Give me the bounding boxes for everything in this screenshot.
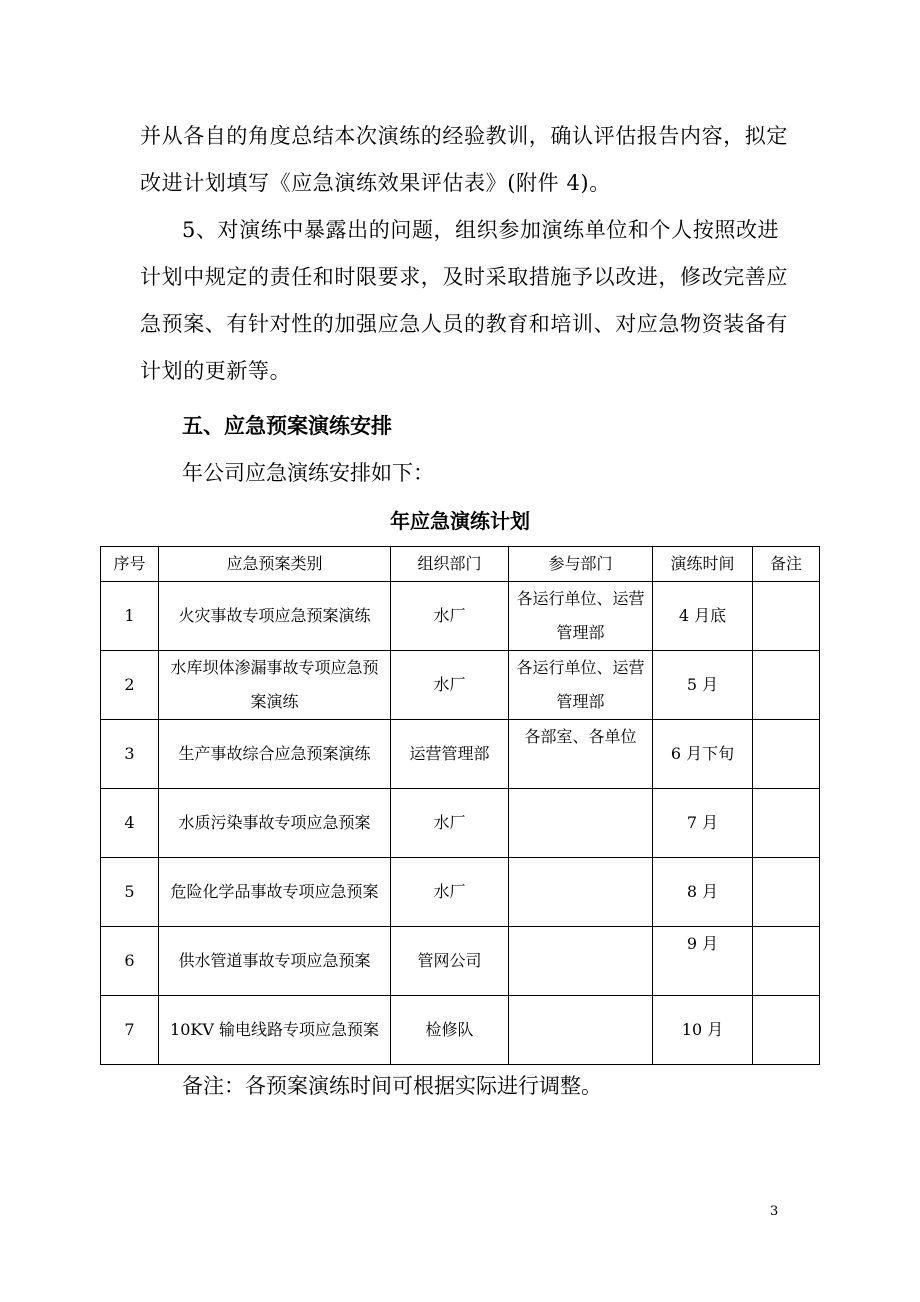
table-row bbox=[101, 858, 820, 927]
drill-plan-table bbox=[100, 546, 820, 1065]
body-paragraph: 5、对演练中暴露出的问题，组织参加演练单位和个人按照改进计划中规定的责任和时限要求，及时采取措施予以改进，修改完善应急预案、有针对性的加强应急人员的教育和培训、对应急物资装备有计划的更新等。 bbox=[140, 218, 788, 383]
cell-time: 5 月 bbox=[653, 651, 753, 720]
cell-time: 8 月 bbox=[653, 858, 753, 927]
cell-remark bbox=[753, 927, 820, 996]
cell-category: 水库坝体渗漏事故专项应急预案演练 bbox=[159, 651, 391, 720]
table-title: 年应急演练计划 bbox=[390, 509, 530, 533]
cell-no: 6 bbox=[101, 927, 159, 996]
header-category: 应急预案类别 bbox=[159, 547, 391, 582]
cell-org: 水厂 bbox=[391, 789, 509, 858]
cell-participants bbox=[509, 996, 653, 1065]
table-row bbox=[101, 996, 820, 1065]
table-header-row bbox=[101, 547, 820, 582]
cell-participants bbox=[509, 789, 653, 858]
cell-participants: 各运行单位、运营管理部 bbox=[509, 582, 653, 651]
cell-time: 9 月 bbox=[653, 927, 753, 996]
cell-category: 生产事故综合应急预案演练 bbox=[159, 720, 391, 789]
cell-org: 水厂 bbox=[391, 858, 509, 927]
cell-time: 4 月底 bbox=[653, 582, 753, 651]
cell-no: 3 bbox=[101, 720, 159, 789]
cell-no: 4 bbox=[101, 789, 159, 858]
cell-remark bbox=[753, 996, 820, 1065]
cell-participants: 各运行单位、运营管理部 bbox=[509, 651, 653, 720]
cell-category: 火灾事故专项应急预案演练 bbox=[159, 582, 391, 651]
cell-category: 水质污染事故专项应急预案 bbox=[159, 789, 391, 858]
header-participants: 参与部门 bbox=[509, 547, 653, 582]
footnote: 备注：各预案演练时间可根据实际进行调整。 bbox=[182, 1074, 602, 1098]
cell-no: 1 bbox=[101, 582, 159, 651]
cell-category: 供水管道事故专项应急预案 bbox=[159, 927, 391, 996]
cell-remark bbox=[753, 789, 820, 858]
cell-org: 管网公司 bbox=[391, 927, 509, 996]
cell-remark bbox=[753, 651, 820, 720]
cell-participants: 各部室、各单位 bbox=[509, 720, 653, 789]
table-row bbox=[101, 582, 820, 651]
header-no: 序号 bbox=[101, 547, 159, 582]
table-row bbox=[101, 720, 820, 789]
cell-participants bbox=[509, 927, 653, 996]
section-heading: 五、应急预案演练安排 bbox=[182, 414, 392, 438]
table-row bbox=[101, 651, 820, 720]
cell-time: 7 月 bbox=[653, 789, 753, 858]
table-row bbox=[101, 789, 820, 858]
body-paragraph: 并从各自的角度总结本次演练的经验教训，确认评估报告内容，拟定改进计划填写《应急演练效果评估表》(附件 4)。 bbox=[140, 124, 788, 195]
cell-time: 6 月下旬 bbox=[653, 720, 753, 789]
cell-no: 2 bbox=[101, 651, 159, 720]
table-row bbox=[101, 927, 820, 996]
cell-category: 10KV 输电线路专项应急预案 bbox=[159, 996, 391, 1065]
cell-remark bbox=[753, 720, 820, 789]
header-remark: 备注 bbox=[753, 547, 820, 582]
cell-time: 10 月 bbox=[653, 996, 753, 1065]
page-number: 3 bbox=[770, 1204, 779, 1219]
cell-org: 水厂 bbox=[391, 651, 509, 720]
cell-participants bbox=[509, 858, 653, 927]
cell-remark bbox=[753, 858, 820, 927]
cell-no: 7 bbox=[101, 996, 159, 1065]
header-org: 组织部门 bbox=[391, 547, 509, 582]
cell-org: 水厂 bbox=[391, 582, 509, 651]
cell-remark bbox=[753, 582, 820, 651]
cell-org: 检修队 bbox=[391, 996, 509, 1065]
cell-org: 运营管理部 bbox=[391, 720, 509, 789]
intro-text: 年公司应急演练安排如下： bbox=[182, 461, 434, 485]
cell-category: 危险化学品事故专项应急预案 bbox=[159, 858, 391, 927]
cell-no: 5 bbox=[101, 858, 159, 927]
header-time: 演练时间 bbox=[653, 547, 753, 582]
